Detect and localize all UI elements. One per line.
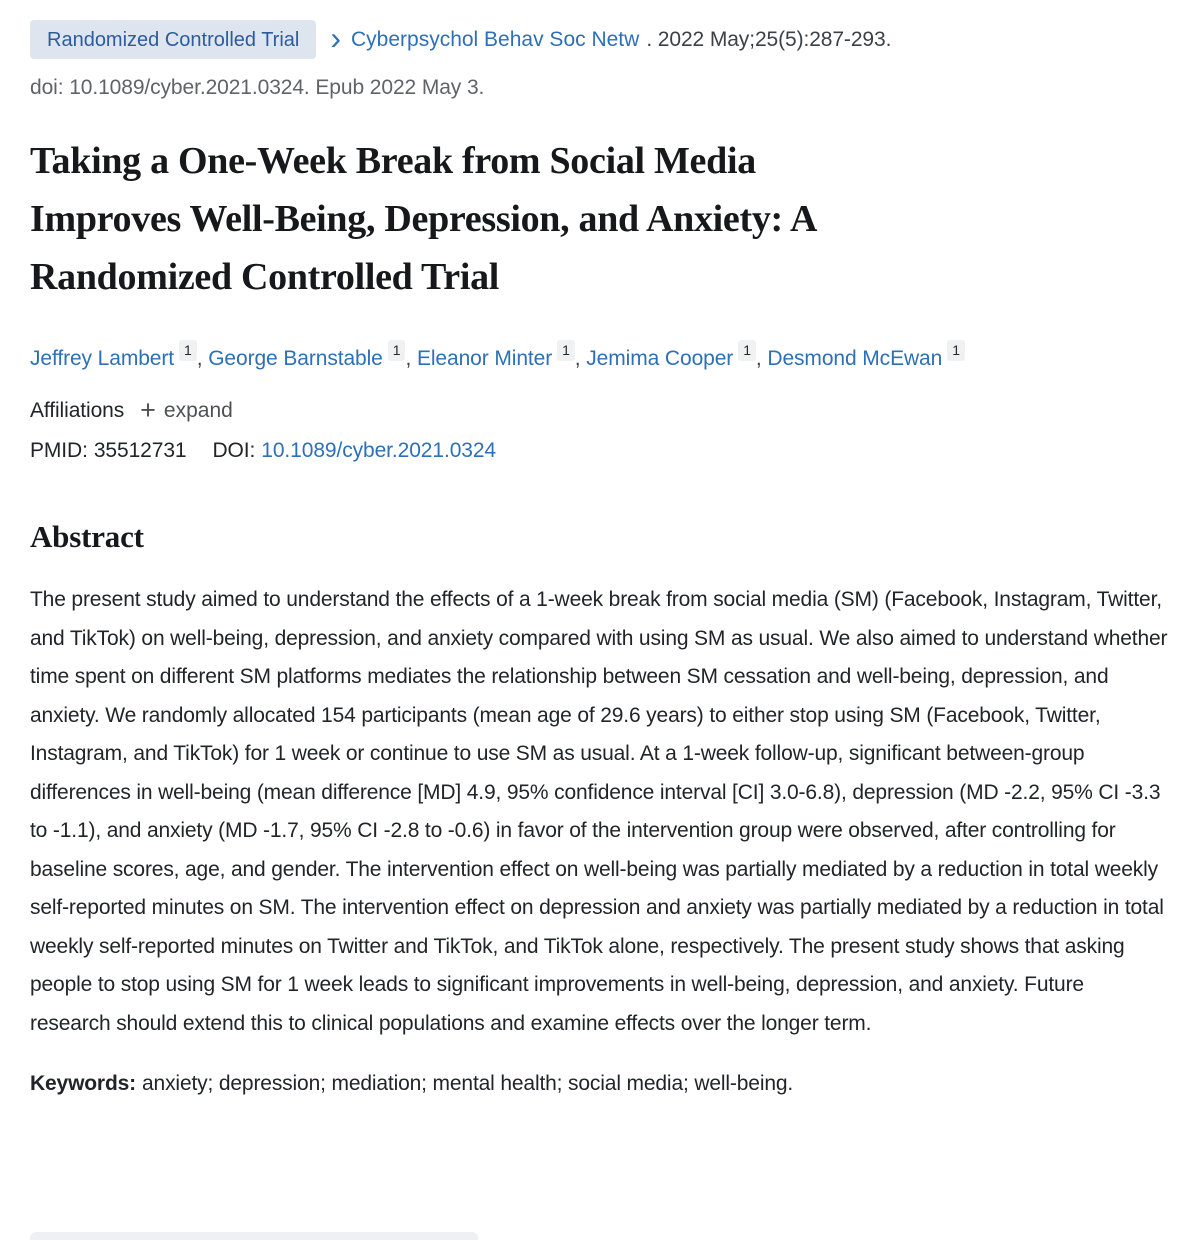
- author-item: [416, 342, 587, 370]
- plus-icon: +: [140, 395, 156, 425]
- author-item: [30, 342, 209, 370]
- article-title-line-2: Improves Well-Being, Depression, and Anxiety: A: [30, 198, 818, 240]
- abstract-text: The present study aimed to understand the effects of a 1-week break from social media (SM) (Facebook, Instagram, Twitter, and TikTok) on well-being, depression, and anxiety compared with using SM as usual. We also aimed to understand whether time spent on different SM platforms mediates the relationship between SM cessation and well-being, depression, and anxiety. We randomly allocated 154 participants (mean age of 29.6 years) to either stop using SM (Facebook, Twitter, Instagram, and TikTok) for 1 week or continue to use SM as usual. At a 1-week follow-up, significant between-group differences in well-being (mean difference [MD] 4.9, 95% confidence interval [CI] 3.0-6.8), depression (MD -2.2, 95% CI -3.3 to -1.1), and anxiety (MD -1.7, 95% CI -2.8 to -0.6) in favor of the intervention group were observed, after controlling for baseline scores, age, and gender. The intervention effect on well-being was partially mediated by a reduction in total weekly self-reported minutes on SM. The intervention effect on depression and anxiety was partially mediated by a reduction in total weekly self-reported minutes on Twitter and TikTok, and TikTok alone, respectively. The present study shows that asking people to stop using SM for 1 week leads to significant improvements in well-being, depression, and anxiety. Future research should extend this to clinical populations and examine effects over the longer term.: [30, 588, 1168, 1035]
- author-separator: ,: [574, 347, 587, 370]
- article-title-line-1: Taking a One-Week Break from Social Media: [30, 140, 756, 182]
- citation-details: . 2022 May;25(5):287-293.: [646, 27, 892, 51]
- author-separator: ,: [755, 347, 768, 370]
- affiliations-row: [30, 397, 1168, 424]
- doi-link[interactable]: 10.1089/cyber.2021.0324: [261, 439, 497, 462]
- publication-type-badge[interactable]: Randomized Controlled Trial: [30, 20, 316, 59]
- chevron-right-icon: ›: [330, 19, 341, 56]
- next-section-partial-element: [30, 1232, 478, 1240]
- author-affiliation-superscript[interactable]: 1: [179, 340, 197, 361]
- author-link[interactable]: Desmond McEwan: [767, 347, 943, 370]
- author-affiliation-superscript[interactable]: 1: [388, 340, 406, 361]
- pmid-value: 35512731: [93, 439, 187, 462]
- author-item: [586, 342, 768, 370]
- identifiers-row: [30, 439, 1168, 463]
- doi-label: DOI:: [212, 439, 256, 462]
- author-link[interactable]: Jeffrey Lambert: [30, 347, 175, 370]
- journal-link[interactable]: Cyberpsychol Behav Soc Netw: [351, 27, 640, 51]
- article-title-line-3: Randomized Controlled Trial: [30, 256, 500, 298]
- author-link[interactable]: George Barnstable: [208, 347, 383, 370]
- abstract-heading: Abstract: [30, 519, 144, 554]
- expand-label: expand: [163, 398, 233, 422]
- pmid-label: PMID:: [30, 439, 88, 462]
- keywords-text: anxiety; depression; mediation; mental health; social media; well-being.: [142, 1072, 794, 1095]
- citation-row: [30, 20, 1168, 59]
- author-separator: ,: [196, 347, 209, 370]
- doi-epub-line: doi: 10.1089/cyber.2021.0324. Epub 2022 May 3.: [30, 76, 485, 99]
- affiliations-label: Affiliations: [30, 398, 125, 422]
- author-link[interactable]: Eleanor Minter: [416, 347, 553, 370]
- expand-affiliations-button[interactable]: [140, 397, 233, 424]
- author-item: [208, 342, 417, 370]
- author-affiliation-superscript[interactable]: 1: [557, 340, 575, 361]
- article-title: [30, 132, 1168, 306]
- author-item: [767, 342, 965, 370]
- author-link[interactable]: Jemima Cooper: [586, 347, 734, 370]
- keywords-label: Keywords:: [30, 1072, 137, 1095]
- authors-list: [30, 340, 1168, 375]
- author-affiliation-superscript[interactable]: 1: [947, 340, 965, 361]
- keywords-line: [30, 1065, 1168, 1103]
- author-affiliation-superscript[interactable]: 1: [738, 340, 756, 361]
- author-separator: ,: [405, 347, 417, 370]
